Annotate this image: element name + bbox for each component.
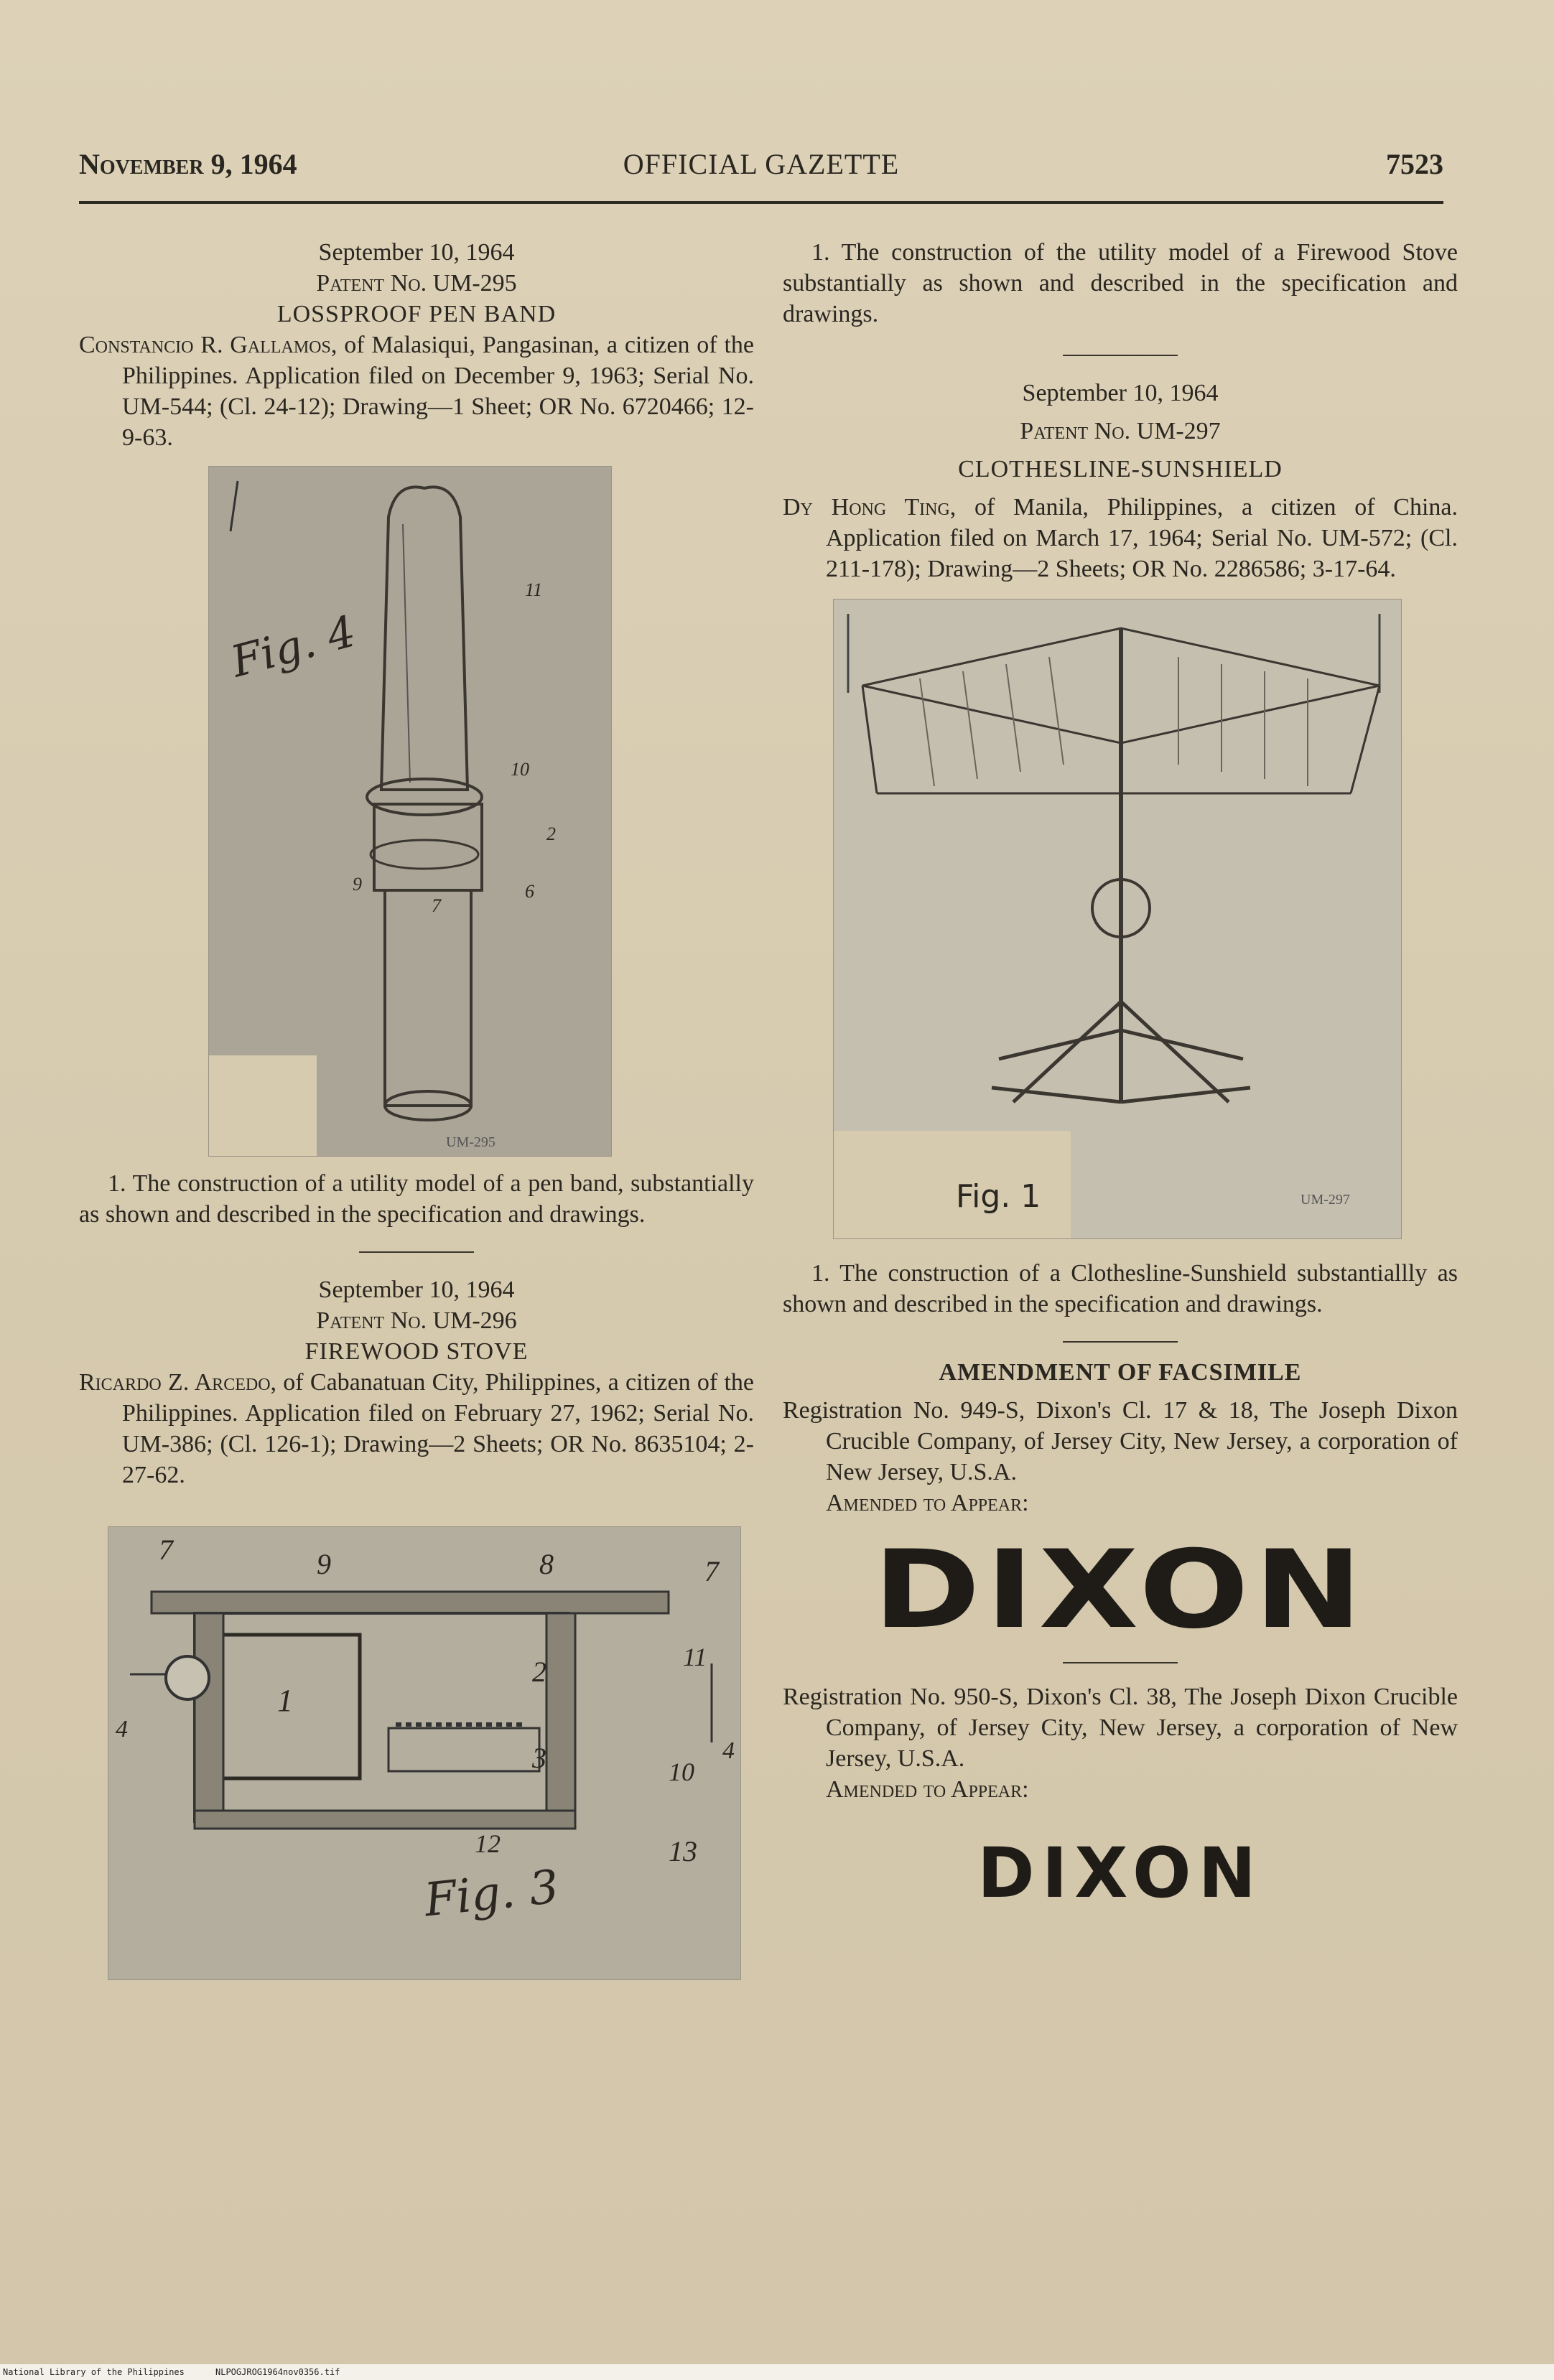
fig3-number: 7 — [704, 1555, 719, 1587]
footer-file: NLPOGJROG1964nov0356.tif — [215, 2367, 340, 2377]
registration-949: Registration No. 949-S, Dixon's Cl. 17 & 18, The Joseph Dixon Crucible Company, of Jersey City, New Jersey, a corporation of New Jersey, U.S.A. — [783, 1397, 1458, 1485]
fig4-number: 11 — [525, 579, 543, 600]
fig3-number: 3 — [532, 1742, 546, 1774]
divider — [359, 1251, 474, 1253]
fig4-label: Fig. 4 — [225, 606, 361, 688]
fig3-number: 4 — [722, 1737, 735, 1764]
entry3-date: September 10, 1964 — [1022, 380, 1219, 406]
header-rule — [79, 201, 1443, 204]
divider — [1063, 1341, 1178, 1343]
page-header — [79, 147, 1443, 190]
pen-band-figure — [79, 466, 754, 1155]
fig4-number: 10 — [511, 759, 529, 780]
dixon-logo-bold: DIXON — [873, 1528, 1368, 1653]
fig3-number: 9 — [317, 1548, 331, 1580]
right-column — [783, 237, 1458, 1913]
entry2-claim: 1. The construction of the utility model of a Firewood Stove substantially as shown and described in the specification and drawings. — [783, 239, 1458, 327]
entry2-inventor: Ricardo Z. Arcedo — [79, 1369, 271, 1396]
entry2-patent-no: Patent No. UM-296 — [316, 1307, 517, 1334]
amended-to-appear-label: Amended to Appear: — [826, 1490, 1029, 1516]
entry2-body — [79, 1367, 754, 1490]
fig3-number: 10 — [669, 1758, 694, 1786]
fig3-number: 1 — [277, 1683, 293, 1718]
fig3-number: 7 — [159, 1534, 173, 1566]
footer-library: National Library of the Philippines — [3, 2367, 185, 2377]
entry2-title: FIREWOOD STOVE — [304, 1338, 529, 1365]
registration-950: Registration No. 950-S, Dixon's Cl. 38, The Joseph Dixon Crucible Company, of Jersey City, New Jersey, a corporation of New Jersey, U.S.A. — [783, 1684, 1458, 1772]
header-page-number: 7523 — [1386, 148, 1443, 180]
entry1-details: , of Malasiqui, Pangasinan, a citizen of the Philippines. Application filed on December 9, 1963; Serial No. UM-544; (Cl. 24-12); Drawing—1 Sheet; OR No. 6720466; 12-9-63. — [122, 332, 754, 451]
firewood-stove-figure — [79, 1526, 754, 1986]
entry3-title: CLOTHESLINE-SUNSHIELD — [958, 456, 1283, 482]
fig4-number: 7 — [432, 895, 441, 916]
entry1-inventor: Constancio R. Gallamos — [79, 332, 331, 358]
entry3-inventor: Dy Hong Ting — [783, 494, 950, 521]
entry2-date: September 10, 1964 — [318, 1277, 515, 1303]
header-title: OFFICIAL GAZETTE — [623, 148, 900, 180]
amended-to-appear-label: Amended to Appear: — [826, 1776, 1029, 1803]
entry3-claim: 1. The construction of a Clothesline-Sunshield substantiallly as shown and described in the specification and drawings. — [783, 1260, 1458, 1317]
fig4-number: 2 — [546, 823, 556, 844]
entry2-details: , of Cabanatuan City, Philippines, a citizen of the Philippines. Application filed on February 27, 1962; Serial No. UM-386; (Cl. 126-1); Drawing—2 Sheets; OR No. 8635104; 2-27-62. — [122, 1369, 755, 1488]
entry1-title: LOSSPROOF PEN BAND — [276, 301, 557, 327]
header-date: November 9, 1964 — [79, 148, 297, 180]
fig3-number: 13 — [669, 1835, 697, 1867]
fig4-number: 6 — [525, 881, 534, 902]
fig4-stamp: UM-295 — [446, 1134, 495, 1150]
pen-band-drawing — [209, 467, 611, 1156]
fig3-number: 11 — [683, 1643, 707, 1671]
firewood-stove-drawing — [108, 1527, 740, 1979]
dixon-logo-regular: DIXON — [977, 1833, 1263, 1913]
fig3-number: 12 — [475, 1829, 501, 1858]
entry3-body — [783, 492, 1458, 584]
amendment-heading: AMENDMENT OF FACSIMILE — [939, 1359, 1302, 1386]
fig3-label: Fig. 3 — [422, 1860, 562, 1928]
fig1-label: Fig. 1 — [956, 1178, 1041, 1215]
fig1-stamp: UM-297 — [1301, 1192, 1350, 1208]
entry3-details: , of Manila, Philippines, a citizen of China. Application filed on March 17, 1964; Serial No. UM-572; (Cl. 211-178); Drawing—2 Sheets; OR No. 2286586; 3-17-64. — [826, 494, 1458, 582]
fig3-number: 2 — [532, 1656, 546, 1688]
fig3-number: 8 — [539, 1548, 554, 1580]
entry1-claim: 1. The construction of a utility model of a pen band, substantially as shown and described in the specification and drawings. — [79, 1170, 754, 1228]
fig3-number: 4 — [116, 1716, 128, 1742]
entry3-patent-no: Patent No. UM-297 — [1020, 418, 1221, 444]
entry1-patent-no: Patent No. UM-295 — [316, 270, 517, 297]
entry1-date: September 10, 1964 — [318, 239, 515, 266]
clothesline-figure — [783, 599, 1458, 1245]
divider — [1063, 355, 1178, 356]
divider — [1063, 1662, 1178, 1663]
entry1-body — [79, 330, 754, 453]
left-column — [79, 237, 754, 1999]
clothesline-drawing — [834, 599, 1401, 1238]
fig4-number: 9 — [353, 874, 362, 895]
scan-footer — [0, 2364, 1554, 2380]
